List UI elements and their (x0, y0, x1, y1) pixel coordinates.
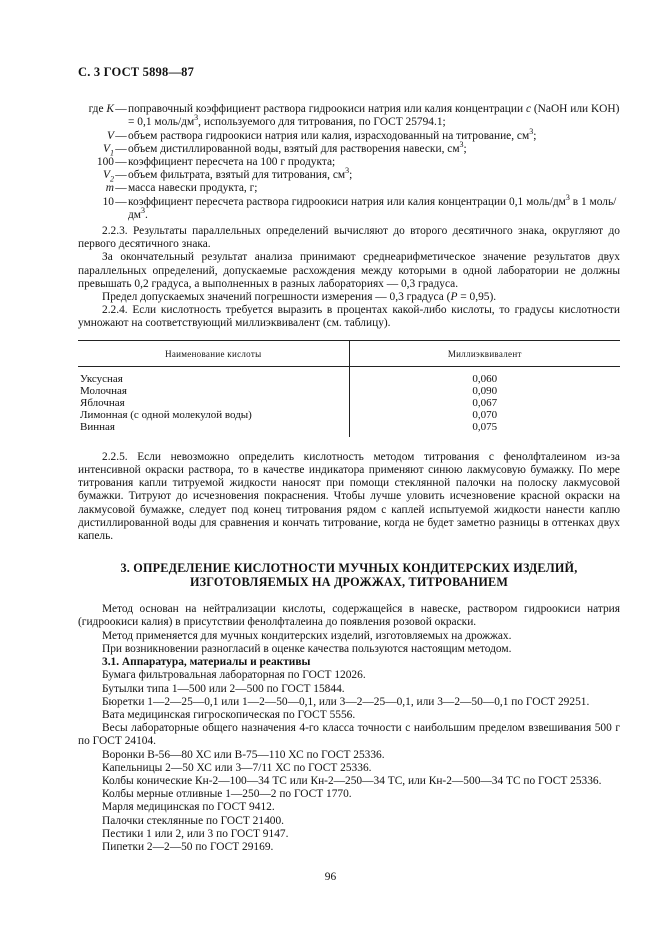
acid-name: Молочная (78, 385, 349, 397)
acid-name: Лимонная (с одной молекулой воды) (78, 409, 349, 421)
legend-item: 100 — коэффициент пересчета на 100 г продукта; (78, 156, 620, 169)
equipment-item: Вата медицинская гигроскопическая по ГОСТ 5556. (102, 708, 356, 721)
equipment-item: Пипетки 2—2—50 по ГОСТ 29169. (102, 840, 274, 853)
page-header: С. 3 ГОСТ 5898—87 (78, 65, 195, 79)
acid-table (78, 340, 620, 437)
legend-symbol: где K (88, 103, 114, 116)
table-row (78, 397, 620, 409)
legend-item: $V_2$ — объем фильтрата, взятый для титрования, $см^3$; (78, 169, 620, 182)
legend-item: 10 — коэффициент пересчета раствора гидроокиси натрия или калия концентрации 0,1 моль/$дм^3$ в 1 моль/$дм^3$. (78, 196, 620, 222)
legend-symbol: 100 (96, 156, 114, 169)
legend-definition: объем фильтрата, взятый для титрования, $см^3$; (128, 166, 353, 182)
acid-value: 0,060 (472, 372, 498, 385)
legend-item: где K — поправочный коэффициент раствора гидроокиси натрия или калия концентрации c (NaOH или KOH) = 0,1 моль/$дм^3$, используемого для титрования, по ГОСТ 25794.1; (78, 103, 620, 129)
table-row (78, 366, 620, 385)
section-3-paragraph: Метод основан на нейтрализации кислоты, содержащейся в навеске, раствором гидроокиси натрия (гидроокиси калия) в присутствии фенолфталеина до появления розовой окраски. (78, 603, 620, 629)
section-3-title: 3. ОПРЕДЕЛЕНИЕ КИСЛОТНОСТИ МУЧНЫХ КОНДИТЕРСКИХ ИЗДЕЛИЙ, ИЗГОТОВЛЯЕМЫХ НА ДРОЖЖАХ, ТИТРОВАНИЕМ (120, 561, 578, 590)
document-page (78, 66, 620, 854)
acid-value: 0,090 (472, 384, 498, 397)
table-header-acid: Наименование кислоты (78, 340, 349, 366)
acid-value: 0,070 (472, 408, 498, 421)
page-number: 96 (324, 871, 337, 883)
equipment-item: Колбы конические Кн-2—100—34 ТС или Кн-2—250—34 ТС, или Кн-2—500—34 ТС по ГОСТ 25336. (102, 774, 602, 787)
acid-value: 0,067 (472, 396, 498, 409)
table-header-milliequivalent: Миллиэквивалент (349, 340, 620, 366)
subsection-3-1-title: 3.1. Аппаратура, материалы и реактивы (102, 656, 311, 669)
equipment-item: Палочки стеклянные по ГОСТ 21400. (102, 814, 284, 827)
legend-definition: масса навески продукта, г; (128, 182, 258, 195)
legend-item: m — масса навески продукта, г; (78, 182, 620, 195)
acid-value: 0,075 (472, 420, 498, 433)
legend-definition: объем дистиллированной воды, взятый для растворения навески, $см^3$; (128, 140, 467, 155)
acid-name: Яблочная (78, 397, 349, 409)
legend-item: $V_1$ — объем дистиллированной воды, взятый для растворения навески, $см^3$; (78, 143, 620, 156)
equipment-list (78, 669, 620, 854)
table-row (78, 409, 620, 421)
equipment-item: Пестики 1 или 2, или 3 по ГОСТ 9147. (102, 827, 289, 840)
legend-item: V — объем раствора гидроокиси натрия или калия, израсходованный на титрование, $см^3$; (78, 130, 620, 143)
paragraph-final-result: За окончательный результат анализа принимают среднеарифметическое значение результатов двух параллельных определений, допускаемые расхождения между которыми в одной лаборатории не должны превышать 0,2 градуса, а выполненных в разных лабораториях — 0,3 градуса. (78, 251, 620, 290)
equipment-item: Колбы мерные отливные 1—250—2 по ГОСТ 1770. (102, 788, 352, 801)
equipment-item: Воронки В-56—80 ХС или В-75—110 ХС по ГОСТ 25336. (102, 748, 385, 761)
equipment-item: Бутылки типа 1—500 или 2—500 по ГОСТ 15844. (102, 682, 345, 695)
section-3-paragraph: При возникновении разногласий в оценке качества пользуются настоящим методом. (102, 642, 512, 655)
legend-symbol: m (105, 182, 114, 195)
legend-symbol: $V_2$ (103, 169, 114, 184)
paragraph-2-2-3: 2.2.3. Результаты параллельных определений вычисляют до второго десятичного знака, округляют до первого десятичного знака. (78, 225, 620, 251)
acid-name: Винная (78, 421, 349, 437)
equipment-item: Весы лабораторные общего назначения 4-го класса точности с наибольшим пределом взвешивания 500 г по ГОСТ 24104. (78, 722, 620, 748)
acid-name: Уксусная (78, 366, 349, 385)
legend-symbol: $V_1$ (103, 142, 114, 158)
equipment-item: Марля медицинская по ГОСТ 9412. (102, 801, 275, 814)
formula-legend (78, 103, 620, 222)
legend-definition: коэффициент пересчета на 100 г продукта; (128, 156, 336, 169)
table-row (78, 421, 620, 437)
table-row (78, 385, 620, 397)
legend-definition: коэффициент пересчета раствора гидроокиси натрия или калия концентрации 0,1 моль/$дм^3$ в 1 моль/$дм^3$. (128, 192, 617, 221)
equipment-item: Бюретки 1—2—25—0,1 или 1—2—50—0,1, или 3—2—25—0,1, или 3—2—50—0,1 по ГОСТ 29251. (102, 695, 590, 708)
equipment-item: Бумага фильтровальная лабораторная по ГОСТ 12026. (102, 669, 366, 682)
paragraph-2-2-5: 2.2.5. Если невозможно определить кислотность методом титрования с фенолфталеином из-за интенсивной окраски раствора, то в качестве индикатора применяют синюю лакмусовую бумажку. По мере титрования капли титруемой жидкости наносят при помощи стеклянной палочки на полоску лакмусовой бумажки. Титруют до исчезновения покраснения. Чтобы лучше уловить исчезновение красной окраски на лакмусовой бумажке, следует под конец титрования рядом с каплей испытуемой жидкости нанести каплю дистиллированной воды для сравнения и кончать титрование, когда не будет заметно разницы в оттенках двух капель. (78, 450, 620, 543)
legend-symbol: 10 (102, 195, 114, 208)
equipment-item: Капельницы 2—50 ХС или 3—7/11 ХС по ГОСТ 25336. (102, 761, 372, 774)
legend-symbol: V (107, 129, 114, 142)
legend-definition: поправочный коэффициент раствора гидроокиси натрия или калия концентрации c (NaOH или KOH) = 0,1 моль/$дм^3$, используемого для титрования, по ГОСТ 25794.1; (128, 103, 620, 129)
paragraph-2-2-4: 2.2.4. Если кислотность требуется выразить в процентах какой-либо кислоты, то градусы кислотности умножают на соответствующий миллиэквивалент (см. таблицу). (78, 304, 620, 330)
section-3-paragraph: Метод применяется для мучных кондитерских изделий, изготовляемых на дрожжах. (102, 629, 512, 642)
legend-definition: объем раствора гидроокиси натрия или калия, израсходованный на титрование, $см^3$; (128, 126, 537, 142)
paragraph-error-limit: Предел допускаемых значений погрешности измерения — 0,3 градуса (P = 0,95). (102, 291, 497, 304)
